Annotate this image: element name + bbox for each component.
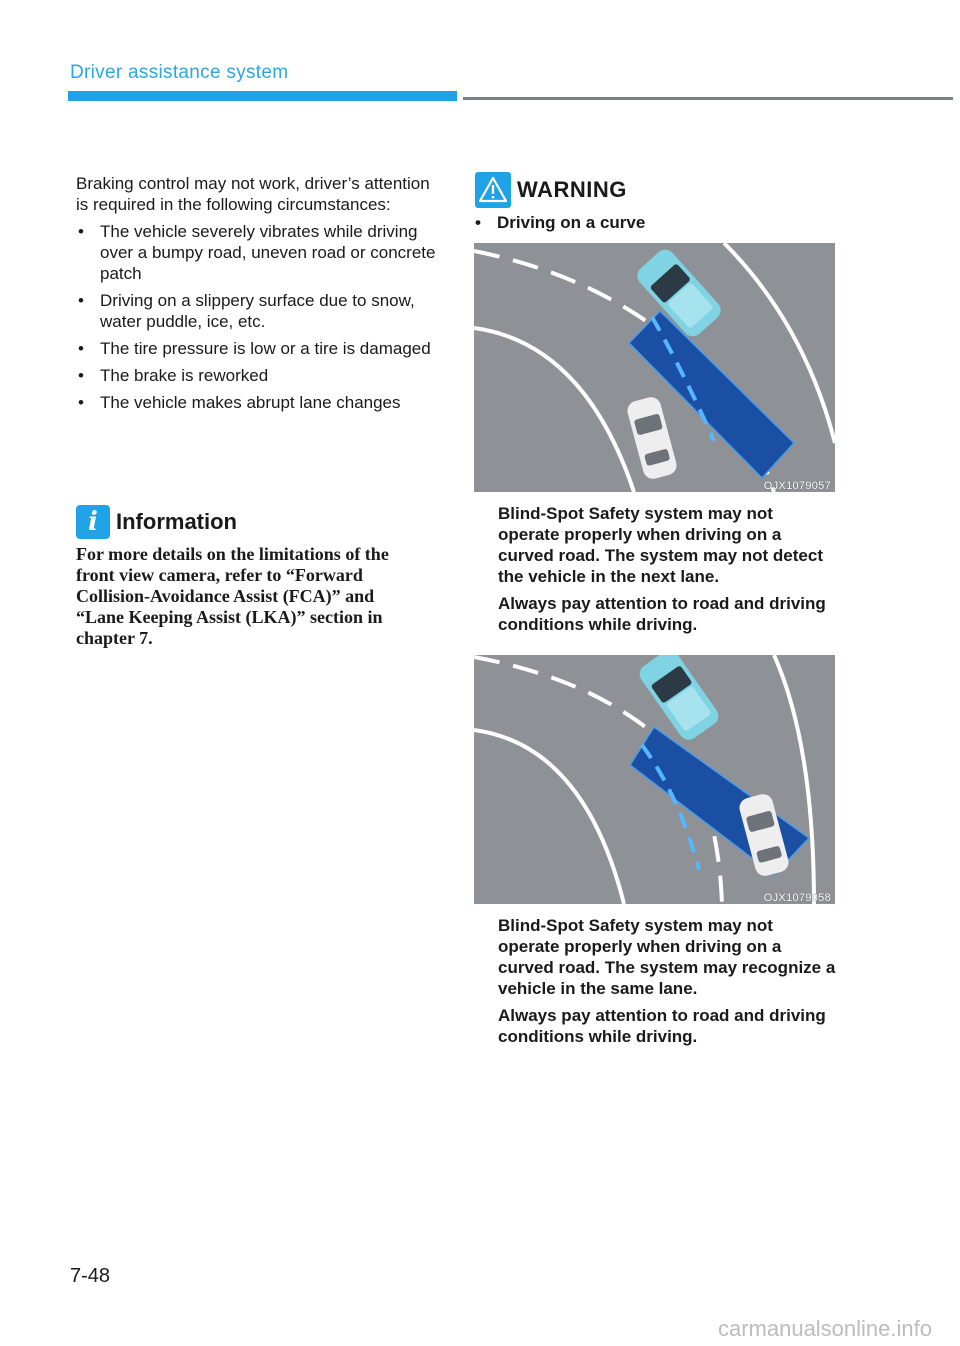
figure-code: OJX1079057 — [763, 480, 831, 492]
header-accent-bar — [68, 91, 457, 101]
warning-heading — [475, 172, 627, 208]
warning-triangle-icon — [475, 172, 511, 208]
caption-note: Always pay attention to road and driving conditions while driving. — [498, 1006, 826, 1046]
figure-code: OJX1079058 — [763, 892, 831, 904]
section-title: Driver assistance system — [70, 62, 289, 83]
list-item: • The brake is reworked — [76, 365, 436, 386]
figure-caption — [498, 915, 838, 1053]
header-divider — [463, 97, 953, 100]
figure-curve-same-lane — [474, 655, 835, 904]
figure-curve-next-lane — [474, 243, 835, 492]
information-body: For more details on the limitations of the front view camera, refer to “Forward Collision-Avoidance Assist (FCA)” and “Lane Keeping Assist (LKA)” section in chapter 7. — [76, 544, 389, 648]
list-item: • The tire pressure is low or a tire is damaged — [76, 338, 436, 359]
caption-text: Blind-Spot Safety system may not operate properly when driving on a curved road. The system may recognize a vehicle in the same lane. — [498, 916, 836, 998]
caption-note: Always pay attention to road and driving conditions while driving. — [498, 594, 826, 634]
left-column — [76, 173, 436, 419]
intro-text: Braking control may not work, driver’s attention is required in the following circumstances: — [76, 174, 430, 214]
figure-caption — [498, 503, 838, 641]
information-title: Information — [116, 509, 237, 534]
circumstance-list — [76, 221, 436, 413]
page-number: 7-48 — [70, 1265, 111, 1287]
watermark: carmanualsonline.info — [717, 1316, 932, 1341]
caption-text: Blind-Spot Safety system may not operate properly when driving on a curved road. The system may not detect the vehicle in the next lane. — [498, 504, 823, 586]
information-heading — [76, 505, 237, 539]
list-item: • Driving on a slippery surface due to snow, water puddle, ice, etc. — [76, 290, 436, 332]
info-icon: i — [76, 505, 110, 539]
warning-title: WARNING — [517, 177, 627, 202]
list-item: • The vehicle makes abrupt lane changes — [76, 392, 436, 413]
list-item: • The vehicle severely vibrates while driving over a bumpy road, uneven road or concrete patch — [76, 221, 436, 284]
warning-bullet-text: Driving on a curve — [497, 213, 646, 232]
warning-bullet: • Driving on a curve — [475, 213, 646, 232]
